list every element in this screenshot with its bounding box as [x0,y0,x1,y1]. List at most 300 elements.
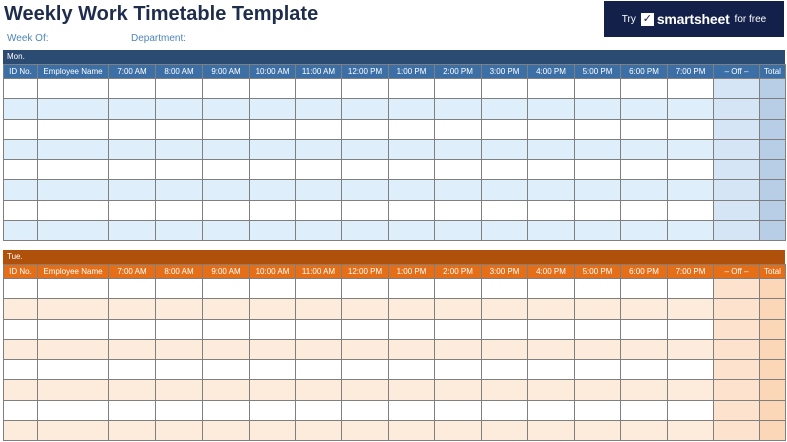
cell-7-00-pm[interactable] [668,421,714,441]
check-icon: ✓ [642,12,652,25]
cell-7-00-am[interactable] [109,139,156,159]
cell-2-00-pm[interactable] [435,380,482,400]
cell-off[interactable] [714,360,760,380]
cell-7-00-am[interactable] [109,160,156,180]
cell-12-00-pm[interactable] [342,200,389,220]
cell-7-00-pm[interactable] [668,319,714,339]
promo-suffix-label: for free [734,13,767,25]
cell-total[interactable] [760,99,786,119]
table-row [4,360,786,380]
cell-8-00-am[interactable] [156,421,203,441]
column-header-5-00-pm: 5:00 PM [575,65,621,79]
cell-id-no[interactable] [4,221,38,241]
cell-11-00-am[interactable] [296,400,342,420]
cell-6-00-pm[interactable] [621,400,668,420]
cell-1-00-pm[interactable] [389,360,435,380]
cell-1-00-pm[interactable] [389,160,435,180]
cell-employee-name[interactable] [38,400,109,420]
cell-2-00-pm[interactable] [435,421,482,441]
cell-6-00-pm[interactable] [621,180,668,200]
cell-9-00-am[interactable] [203,339,250,359]
cell-7-00-am[interactable] [109,99,156,119]
cell-off[interactable] [714,400,760,420]
cell-6-00-pm[interactable] [621,139,668,159]
cell-9-00-am[interactable] [203,299,250,319]
cell-10-00-am[interactable] [250,319,296,339]
cell-9-00-am[interactable] [203,180,250,200]
cell-5-00-pm[interactable] [575,421,621,441]
cell-4-00-pm[interactable] [528,360,575,380]
cell-id-no[interactable] [4,160,38,180]
cell-id-no[interactable] [4,200,38,220]
cell-employee-name[interactable] [38,200,109,220]
column-header-3-00-pm: 3:00 PM [482,265,528,279]
cell-3-00-pm[interactable] [482,119,528,139]
cell-3-00-pm[interactable] [482,139,528,159]
cell-employee-name[interactable] [38,339,109,359]
cell-1-00-pm[interactable] [389,400,435,420]
cell-id-no[interactable] [4,79,38,99]
cell-10-00-am[interactable] [250,99,296,119]
cell-id-no[interactable] [4,400,38,420]
cell-7-00-am[interactable] [109,421,156,441]
cell-7-00-pm[interactable] [668,139,714,159]
cell-6-00-pm[interactable] [621,119,668,139]
cell-3-00-pm[interactable] [482,221,528,241]
cell-12-00-pm[interactable] [342,160,389,180]
cell-employee-name[interactable] [38,319,109,339]
cell-total[interactable] [760,180,786,200]
cell-9-00-am[interactable] [203,360,250,380]
cell-7-00-pm[interactable] [668,400,714,420]
cell-4-00-pm[interactable] [528,200,575,220]
cell-7-00-pm[interactable] [668,200,714,220]
cell-id-no[interactable] [4,319,38,339]
cell-1-00-pm[interactable] [389,380,435,400]
cell-8-00-am[interactable] [156,139,203,159]
cell-3-00-pm[interactable] [482,99,528,119]
cell-6-00-pm[interactable] [621,421,668,441]
cell-11-00-am[interactable] [296,319,342,339]
cell-7-00-pm[interactable] [668,221,714,241]
cell-total[interactable] [760,421,786,441]
cell-employee-name[interactable] [38,139,109,159]
cell-total[interactable] [760,299,786,319]
cell-3-00-pm[interactable] [482,160,528,180]
cell-10-00-am[interactable] [250,299,296,319]
cell-6-00-pm[interactable] [621,160,668,180]
cell-id-no[interactable] [4,380,38,400]
column-header-6-00-pm: 6:00 PM [621,265,668,279]
cell-9-00-am[interactable] [203,200,250,220]
cell-4-00-pm[interactable] [528,160,575,180]
cell-9-00-am[interactable] [203,279,250,299]
cell-id-no[interactable] [4,180,38,200]
cell-total[interactable] [760,319,786,339]
cell-8-00-am[interactable] [156,279,203,299]
cell-5-00-pm[interactable] [575,180,621,200]
cell-12-00-pm[interactable] [342,139,389,159]
cell-7-00-pm[interactable] [668,299,714,319]
cell-total[interactable] [760,221,786,241]
cell-total[interactable] [760,160,786,180]
cell-11-00-am[interactable] [296,160,342,180]
cell-off[interactable] [714,200,760,220]
column-header-4-00-pm: 4:00 PM [528,265,575,279]
cell-7-00-pm[interactable] [668,180,714,200]
cell-5-00-pm[interactable] [575,99,621,119]
cell-employee-name[interactable] [38,119,109,139]
cell-5-00-pm[interactable] [575,380,621,400]
cell-4-00-pm[interactable] [528,299,575,319]
cell-off[interactable] [714,79,760,99]
cell-5-00-pm[interactable] [575,160,621,180]
cell-9-00-am[interactable] [203,160,250,180]
cell-6-00-pm[interactable] [621,360,668,380]
cell-11-00-am[interactable] [296,139,342,159]
cell-employee-name[interactable] [38,380,109,400]
cell-1-00-pm[interactable] [389,279,435,299]
cell-8-00-am[interactable] [156,221,203,241]
cell-3-00-pm[interactable] [482,299,528,319]
cell-6-00-pm[interactable] [621,380,668,400]
cell-3-00-pm[interactable] [482,360,528,380]
cell-10-00-am[interactable] [250,421,296,441]
column-header-10-00-am: 10:00 AM [250,65,296,79]
cell-2-00-pm[interactable] [435,180,482,200]
cell-9-00-am[interactable] [203,99,250,119]
cell-7-00-pm[interactable] [668,119,714,139]
cell-4-00-pm[interactable] [528,180,575,200]
cell-5-00-pm[interactable] [575,221,621,241]
cell-4-00-pm[interactable] [528,221,575,241]
cell-1-00-pm[interactable] [389,79,435,99]
cell-9-00-am[interactable] [203,319,250,339]
cell-11-00-am[interactable] [296,79,342,99]
cell-id-no[interactable] [4,139,38,159]
cell-9-00-am[interactable] [203,400,250,420]
column-header-employee-name: Employee Name [38,265,109,279]
cell-8-00-am[interactable] [156,119,203,139]
cell-12-00-pm[interactable] [342,380,389,400]
cell-4-00-pm[interactable] [528,339,575,359]
cell-1-00-pm[interactable] [389,319,435,339]
cell-employee-name[interactable] [38,160,109,180]
cell-12-00-pm[interactable] [342,360,389,380]
cell-7-00-pm[interactable] [668,380,714,400]
column-header-6-00-pm: 6:00 PM [621,65,668,79]
cell-8-00-am[interactable] [156,160,203,180]
table-row [4,99,786,119]
cell-total[interactable] [760,279,786,299]
cell-10-00-am[interactable] [250,221,296,241]
cell-9-00-am[interactable] [203,221,250,241]
cell-total[interactable] [760,360,786,380]
cell-5-00-pm[interactable] [575,339,621,359]
cell-10-00-am[interactable] [250,400,296,420]
cell-off[interactable] [714,221,760,241]
cell-10-00-am[interactable] [250,279,296,299]
cell-id-no[interactable] [4,119,38,139]
cell-7-00-pm[interactable] [668,360,714,380]
cell-12-00-pm[interactable] [342,279,389,299]
cell-11-00-am[interactable] [296,221,342,241]
cell-4-00-pm[interactable] [528,421,575,441]
cell-4-00-pm[interactable] [528,99,575,119]
cell-id-no[interactable] [4,339,38,359]
cell-total[interactable] [760,79,786,99]
cell-4-00-pm[interactable] [528,400,575,420]
cell-7-00-am[interactable] [109,339,156,359]
cell-6-00-pm[interactable] [621,221,668,241]
cell-2-00-pm[interactable] [435,279,482,299]
cell-5-00-pm[interactable] [575,200,621,220]
cell-off[interactable] [714,319,760,339]
column-header-off: – Off – [714,265,760,279]
cell-1-00-pm[interactable] [389,221,435,241]
cell-12-00-pm[interactable] [342,319,389,339]
cell-4-00-pm[interactable] [528,319,575,339]
cell-1-00-pm[interactable] [389,299,435,319]
cell-7-00-am[interactable] [109,360,156,380]
cell-3-00-pm[interactable] [482,279,528,299]
cell-off[interactable] [714,180,760,200]
column-header-5-00-pm: 5:00 PM [575,265,621,279]
cell-12-00-pm[interactable] [342,119,389,139]
smartsheet-promo-button[interactable] [604,1,784,37]
cell-4-00-pm[interactable] [528,279,575,299]
cell-12-00-pm[interactable] [342,180,389,200]
cell-7-00-am[interactable] [109,180,156,200]
cell-8-00-am[interactable] [156,79,203,99]
cell-6-00-pm[interactable] [621,279,668,299]
cell-9-00-am[interactable] [203,119,250,139]
cell-id-no[interactable] [4,421,38,441]
cell-employee-name[interactable] [38,221,109,241]
cell-8-00-am[interactable] [156,180,203,200]
cell-11-00-am[interactable] [296,99,342,119]
cell-off[interactable] [714,380,760,400]
cell-11-00-am[interactable] [296,380,342,400]
cell-3-00-pm[interactable] [482,79,528,99]
tuesday-timetable [3,264,786,441]
cell-4-00-pm[interactable] [528,139,575,159]
cell-8-00-am[interactable] [156,360,203,380]
cell-11-00-am[interactable] [296,339,342,359]
cell-5-00-pm[interactable] [575,79,621,99]
cell-7-00-pm[interactable] [668,279,714,299]
table-row [4,279,786,299]
cell-9-00-am[interactable] [203,79,250,99]
cell-2-00-pm[interactable] [435,339,482,359]
cell-7-00-am[interactable] [109,400,156,420]
column-header-8-00-am: 8:00 AM [156,65,203,79]
cell-1-00-pm[interactable] [389,200,435,220]
cell-10-00-am[interactable] [250,79,296,99]
cell-1-00-pm[interactable] [389,99,435,119]
cell-4-00-pm[interactable] [528,380,575,400]
cell-id-no[interactable] [4,99,38,119]
cell-7-00-pm[interactable] [668,79,714,99]
cell-2-00-pm[interactable] [435,139,482,159]
cell-5-00-pm[interactable] [575,319,621,339]
column-header-row [4,65,786,79]
cell-12-00-pm[interactable] [342,421,389,441]
cell-8-00-am[interactable] [156,380,203,400]
cell-5-00-pm[interactable] [575,400,621,420]
cell-8-00-am[interactable] [156,339,203,359]
cell-11-00-am[interactable] [296,279,342,299]
cell-id-no[interactable] [4,299,38,319]
cell-10-00-am[interactable] [250,339,296,359]
promo-try-label: Try [621,13,636,25]
cell-3-00-pm[interactable] [482,400,528,420]
cell-6-00-pm[interactable] [621,200,668,220]
cell-1-00-pm[interactable] [389,421,435,441]
cell-12-00-pm[interactable] [342,99,389,119]
cell-3-00-pm[interactable] [482,180,528,200]
table-row [4,421,786,441]
cell-off[interactable] [714,279,760,299]
cell-off[interactable] [714,421,760,441]
cell-9-00-am[interactable] [203,139,250,159]
column-header-1-00-pm: 1:00 PM [389,265,435,279]
cell-5-00-pm[interactable] [575,360,621,380]
cell-7-00-am[interactable] [109,200,156,220]
cell-7-00-am[interactable] [109,79,156,99]
cell-11-00-am[interactable] [296,200,342,220]
cell-total[interactable] [760,119,786,139]
cell-6-00-pm[interactable] [621,299,668,319]
cell-off[interactable] [714,139,760,159]
cell-1-00-pm[interactable] [389,339,435,359]
cell-12-00-pm[interactable] [342,299,389,319]
cell-10-00-am[interactable] [250,200,296,220]
cell-10-00-am[interactable] [250,119,296,139]
cell-5-00-pm[interactable] [575,139,621,159]
cell-employee-name[interactable] [38,279,109,299]
cell-7-00-pm[interactable] [668,99,714,119]
cell-10-00-am[interactable] [250,160,296,180]
cell-7-00-am[interactable] [109,299,156,319]
cell-11-00-am[interactable] [296,299,342,319]
cell-employee-name[interactable] [38,99,109,119]
column-header-employee-name: Employee Name [38,65,109,79]
cell-off[interactable] [714,339,760,359]
cell-9-00-am[interactable] [203,421,250,441]
cell-7-00-am[interactable] [109,119,156,139]
cell-11-00-am[interactable] [296,360,342,380]
cell-11-00-am[interactable] [296,180,342,200]
cell-7-00-pm[interactable] [668,339,714,359]
cell-3-00-pm[interactable] [482,319,528,339]
cell-8-00-am[interactable] [156,400,203,420]
cell-total[interactable] [760,139,786,159]
cell-4-00-pm[interactable] [528,79,575,99]
cell-8-00-am[interactable] [156,200,203,220]
cell-2-00-pm[interactable] [435,221,482,241]
cell-2-00-pm[interactable] [435,400,482,420]
cell-7-00-am[interactable] [109,319,156,339]
cell-10-00-am[interactable] [250,180,296,200]
column-header-4-00-pm: 4:00 PM [528,65,575,79]
cell-12-00-pm[interactable] [342,400,389,420]
cell-2-00-pm[interactable] [435,160,482,180]
cell-8-00-am[interactable] [156,319,203,339]
column-header-off: – Off – [714,65,760,79]
cell-8-00-am[interactable] [156,99,203,119]
cell-7-00-am[interactable] [109,221,156,241]
cell-1-00-pm[interactable] [389,180,435,200]
cell-3-00-pm[interactable] [482,380,528,400]
cell-2-00-pm[interactable] [435,79,482,99]
cell-total[interactable] [760,380,786,400]
cell-off[interactable] [714,99,760,119]
cell-employee-name[interactable] [38,299,109,319]
cell-6-00-pm[interactable] [621,79,668,99]
cell-id-no[interactable] [4,360,38,380]
cell-2-00-pm[interactable] [435,319,482,339]
cell-id-no[interactable] [4,279,38,299]
cell-3-00-pm[interactable] [482,339,528,359]
cell-off[interactable] [714,299,760,319]
cell-5-00-pm[interactable] [575,279,621,299]
cell-5-00-pm[interactable] [575,299,621,319]
cell-total[interactable] [760,339,786,359]
week-of-label: Week Of: [7,33,49,44]
department-label: Department: [131,33,187,44]
cell-3-00-pm[interactable] [482,421,528,441]
monday-schedule [3,50,785,241]
cell-4-00-pm[interactable] [528,119,575,139]
cell-12-00-pm[interactable] [342,79,389,99]
cell-1-00-pm[interactable] [389,139,435,159]
cell-employee-name[interactable] [38,360,109,380]
cell-7-00-pm[interactable] [668,160,714,180]
cell-7-00-am[interactable] [109,380,156,400]
cell-3-00-pm[interactable] [482,200,528,220]
cell-off[interactable] [714,160,760,180]
cell-7-00-am[interactable] [109,279,156,299]
cell-6-00-pm[interactable] [621,99,668,119]
cell-1-00-pm[interactable] [389,119,435,139]
cell-employee-name[interactable] [38,79,109,99]
cell-10-00-am[interactable] [250,139,296,159]
cell-total[interactable] [760,200,786,220]
cell-12-00-pm[interactable] [342,339,389,359]
cell-6-00-pm[interactable] [621,339,668,359]
cell-6-00-pm[interactable] [621,319,668,339]
cell-2-00-pm[interactable] [435,200,482,220]
cell-employee-name[interactable] [38,421,109,441]
cell-total[interactable] [760,400,786,420]
cell-8-00-am[interactable] [156,299,203,319]
cell-employee-name[interactable] [38,180,109,200]
cell-2-00-pm[interactable] [435,119,482,139]
cell-2-00-pm[interactable] [435,99,482,119]
cell-9-00-am[interactable] [203,380,250,400]
cell-12-00-pm[interactable] [342,221,389,241]
cell-10-00-am[interactable] [250,380,296,400]
column-header-row [4,265,786,279]
cell-2-00-pm[interactable] [435,299,482,319]
cell-5-00-pm[interactable] [575,119,621,139]
cell-11-00-am[interactable] [296,421,342,441]
cell-10-00-am[interactable] [250,360,296,380]
cell-11-00-am[interactable] [296,119,342,139]
cell-off[interactable] [714,119,760,139]
cell-2-00-pm[interactable] [435,360,482,380]
